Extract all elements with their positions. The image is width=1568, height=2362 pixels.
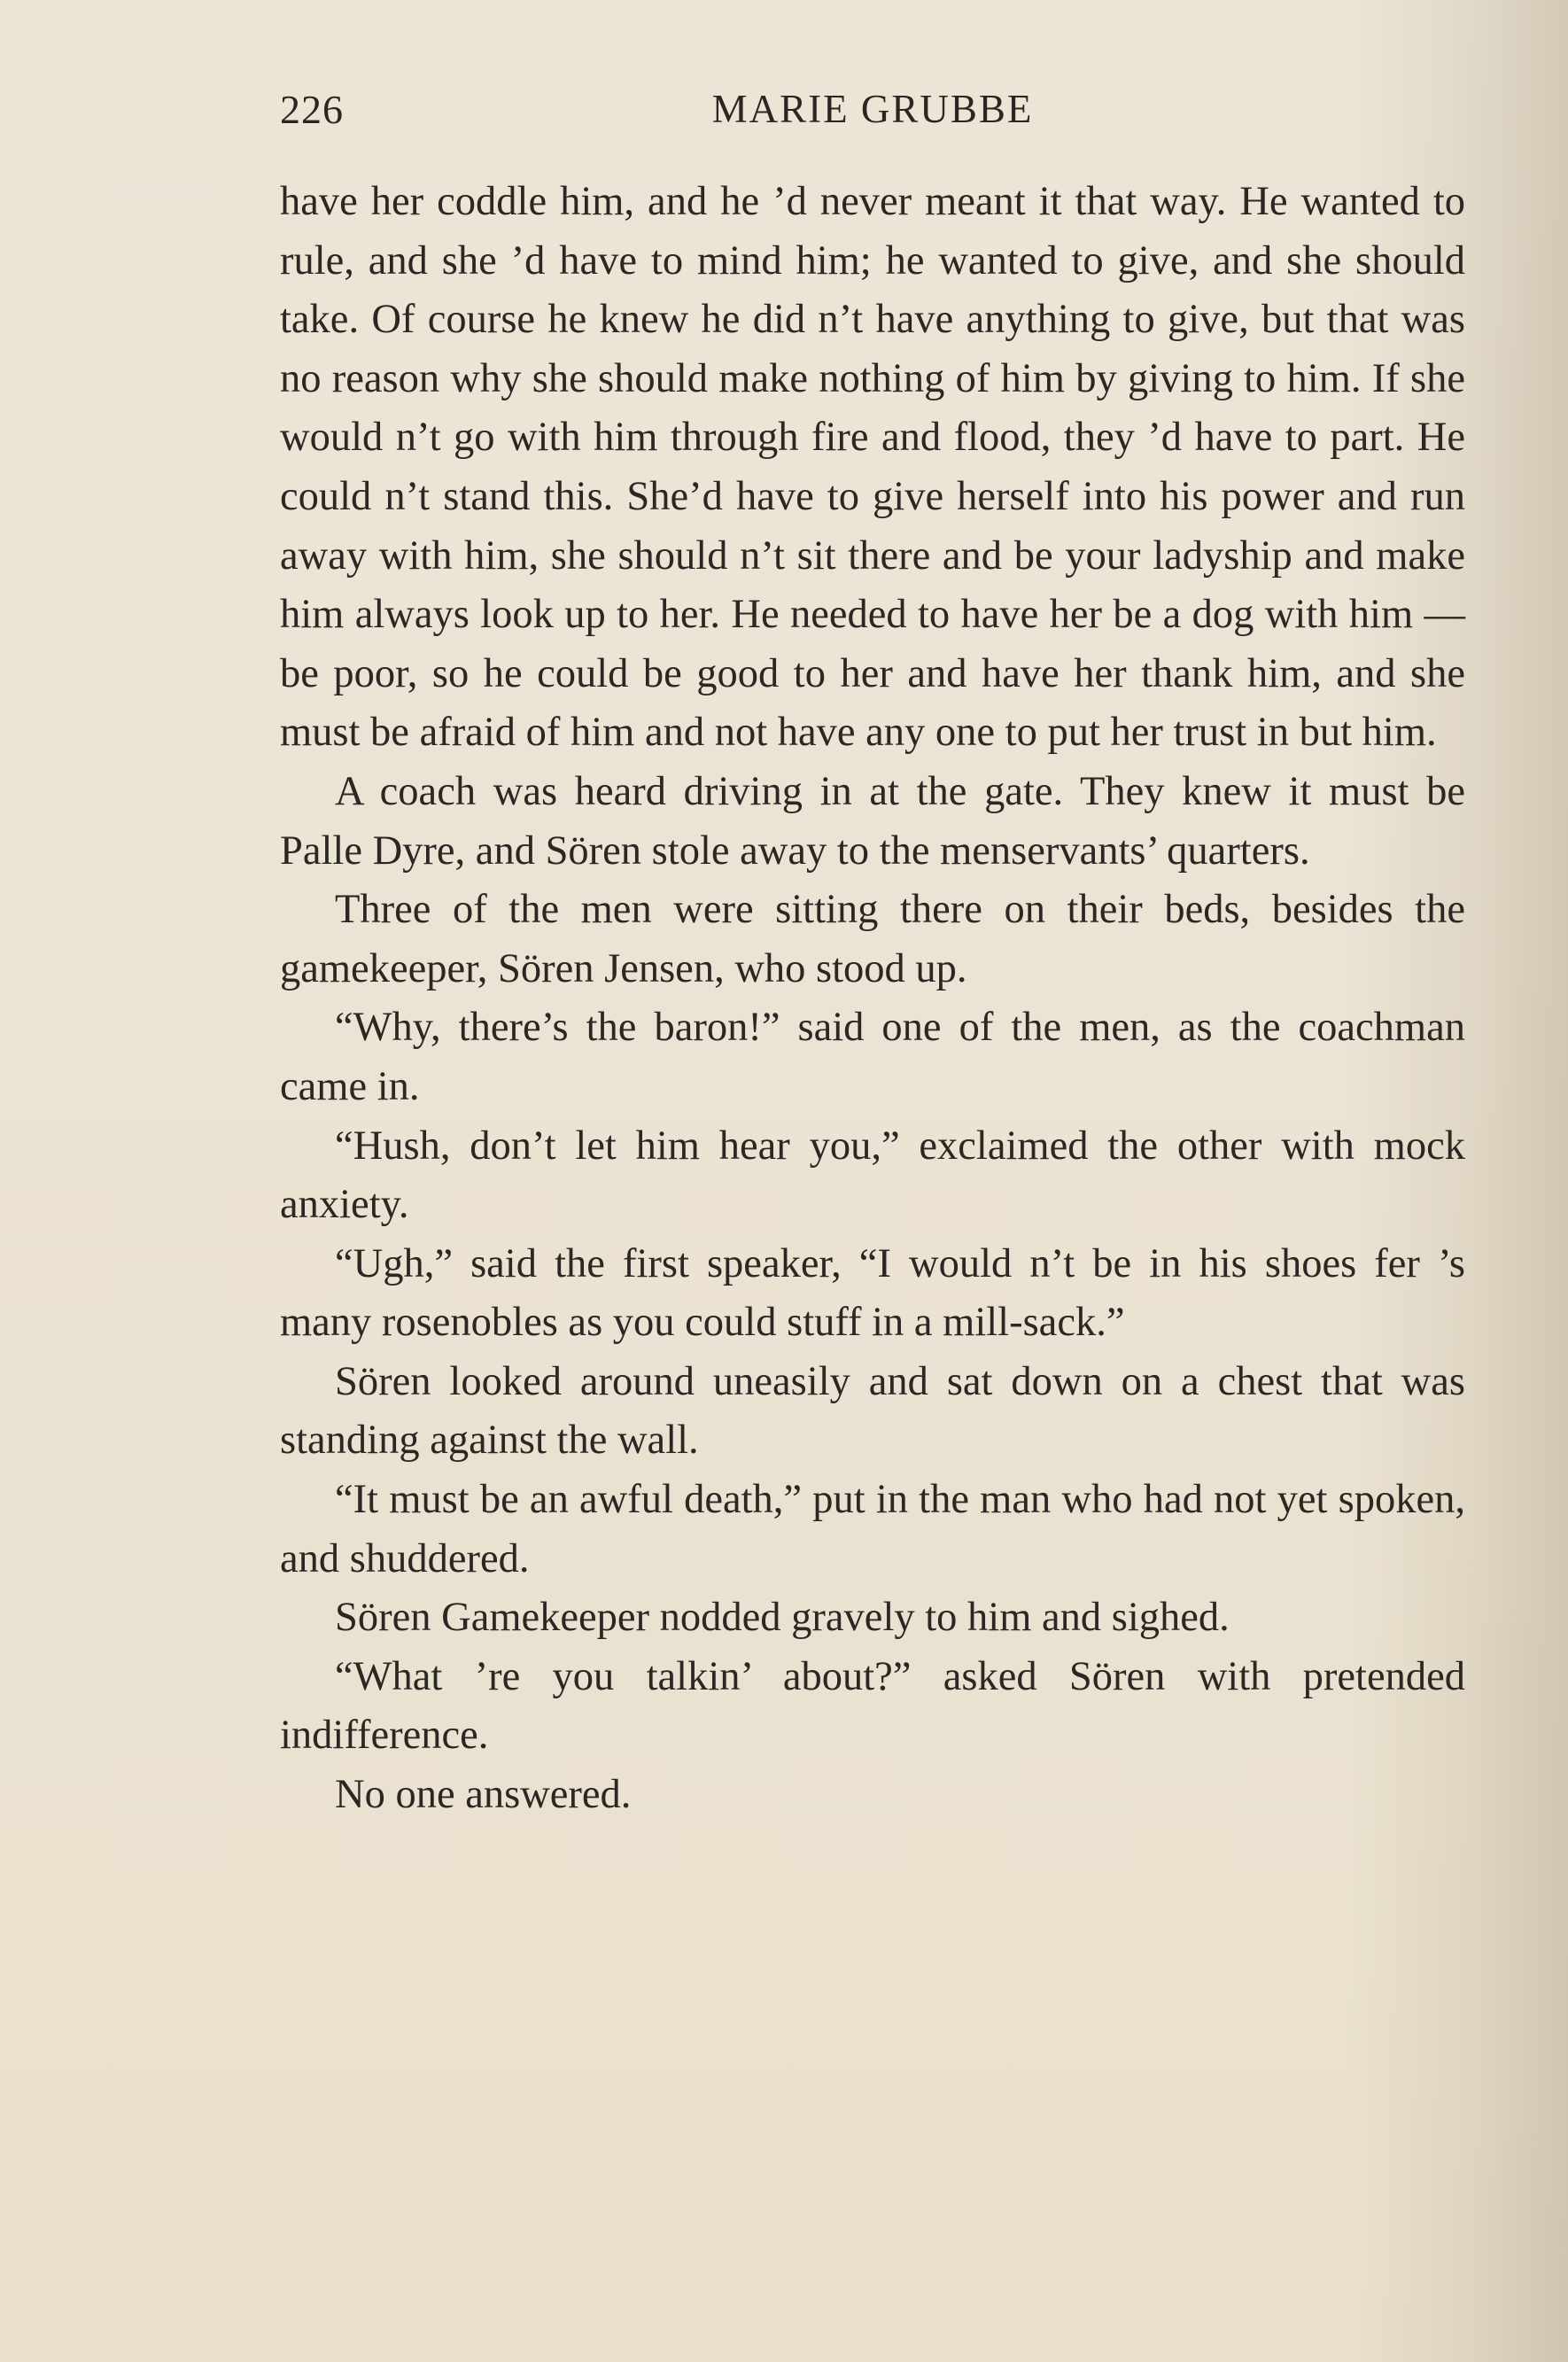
paragraph-continuation: have her coddle him, and he ’d never meant it that way. He wanted to rule, and she ’d have to mind him; he wanted to give, and she should take. Of course he knew he did n’t have anything to give, but that was no reason why she should make nothing of him by giving to him. If she would n’t go with him through fire and flood, they ’d have to part. He could n’t stand this. She’d have to give herself into his power and run away with him, she should n’t sit there and be your ladyship and make him always look up to her. He needed to have her be a dog with him — be poor, so he could be good to her and have her thank him, and she must be afraid of him and not have any one to put her trust in but him. — [280, 179, 1465, 756]
paragraph-men-sitting: Three of the men were sitting there on their beds, besides the gamekeeper, Sören Jensen, who stood up. — [280, 887, 1465, 991]
body-text — [280, 173, 1465, 1825]
page-number: 226 — [280, 87, 344, 132]
paragraph-no-answer: No one answered. — [335, 1772, 632, 1818]
paragraph-coach-arrives: A coach was heard driving in at the gate. They knew it must be Palle Dyre, and Sören stole away to the menservants’ quarters. — [280, 768, 1465, 874]
paragraph-ugh: “Ugh,” said the first speaker, “I would n’t be in his shoes fer ’s many rosenobles as you could stuff in a mill-sack.” — [280, 1240, 1465, 1346]
running-title: MARIE GRUBBE — [711, 87, 1034, 131]
paragraph-what-talking: “What ’re you talkin’ about?” asked Sören with pretended indifference. — [280, 1653, 1465, 1759]
paragraph-gamekeeper-nods: Sören Gamekeeper nodded gravely to him and sighed. — [335, 1595, 1230, 1641]
paragraph-baron-remark: “Why, there’s the baron!” said one of the men, as the coachman came in. — [280, 1005, 1465, 1109]
paragraph-soren-sits: Sören looked around uneasily and sat down on a chest that was standing against the wall. — [280, 1358, 1465, 1464]
running-head — [280, 86, 1465, 141]
paragraph-hush: “Hush, don’t let him hear you,” exclaimed the other with mock anxiety. — [280, 1123, 1465, 1228]
paragraph-awful-death: “It must be an awful death,” put in the man who had not yet spoken, and shuddered. — [280, 1477, 1465, 1581]
